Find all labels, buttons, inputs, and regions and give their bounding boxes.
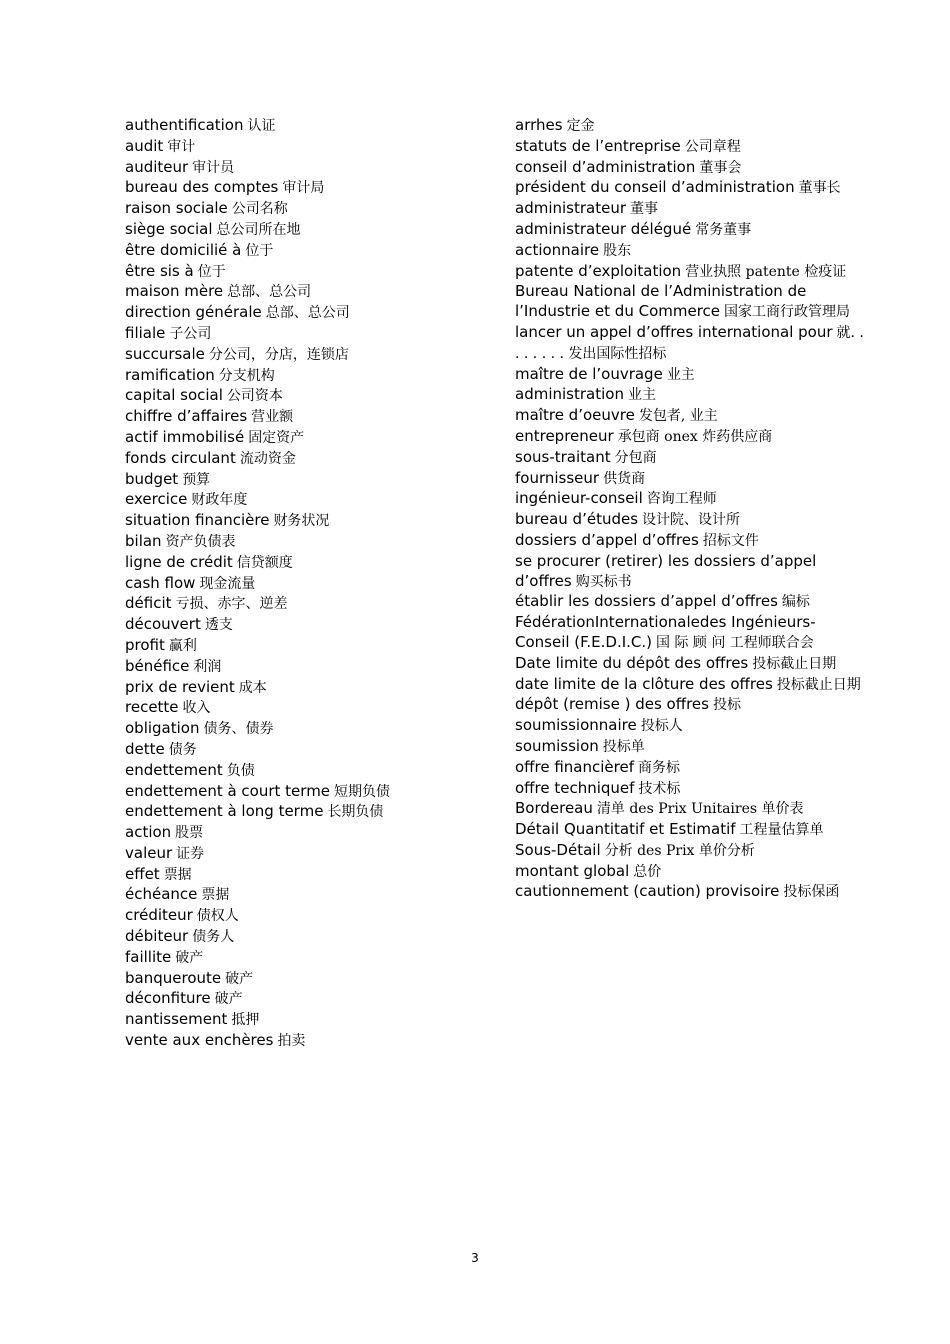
chinese-translation: 长期负债 xyxy=(327,804,384,821)
glossary-entry xyxy=(515,469,865,490)
chinese-translation: 票据 xyxy=(163,866,192,883)
glossary-entry xyxy=(125,470,485,491)
chinese-translation: 公司资本 xyxy=(226,388,283,405)
french-term: cautionnement (caution) provisoire xyxy=(515,882,780,901)
chinese-translation: 流动资金 xyxy=(239,450,296,467)
french-term: siège social xyxy=(125,219,213,238)
chinese-translation: 证券 xyxy=(176,845,205,862)
chinese-translation: 股东 xyxy=(603,242,632,259)
chinese-translation: 承包商 onex 炸药供应商 xyxy=(617,428,773,445)
french-term: succursale xyxy=(125,344,205,363)
glossary-entry xyxy=(515,199,865,220)
chinese-translation: 总价 xyxy=(633,863,662,880)
chinese-translation: 成本 xyxy=(238,679,267,696)
chinese-translation: 债务、债券 xyxy=(203,721,274,738)
chinese-translation: 现金流量 xyxy=(199,575,256,592)
glossary-entry xyxy=(515,489,865,510)
chinese-translation: 购买标书 xyxy=(575,573,632,590)
chinese-translation: 编标 xyxy=(781,594,810,611)
chinese-translation: 技术标 xyxy=(638,780,681,797)
chinese-translation: 工程量估算单 xyxy=(739,822,824,839)
chinese-translation: 破产 xyxy=(225,970,254,987)
chinese-translation: 总部、总公司 xyxy=(265,305,350,322)
french-term: action xyxy=(125,823,172,842)
chinese-translation: 总公司所在地 xyxy=(216,221,301,238)
french-term: Bureau National de l’Administration de l’Industrie et du Commerce xyxy=(515,282,807,321)
french-term: dossiers d’appel d’offres xyxy=(515,530,699,549)
french-term: exercice xyxy=(125,490,188,509)
glossary-entry xyxy=(125,1010,485,1031)
chinese-translation: 认证 xyxy=(247,118,276,134)
french-term: établir les dossiers d’appel d’offres xyxy=(515,592,778,611)
french-term: échéance xyxy=(125,885,198,904)
glossary-entry xyxy=(125,989,485,1010)
french-term: prix de revient xyxy=(125,677,235,696)
glossary-entry xyxy=(125,449,485,470)
glossary-entry xyxy=(125,782,485,803)
glossary-entry xyxy=(125,137,485,158)
glossary-entry xyxy=(125,220,485,241)
glossary-entry xyxy=(515,820,865,841)
chinese-translation: 短期负债 xyxy=(334,783,391,800)
glossary-entry xyxy=(515,779,865,800)
glossary-entry xyxy=(125,969,485,990)
french-term: Date limite du dépôt des offres xyxy=(515,653,749,672)
glossary-entry xyxy=(125,615,485,636)
glossary-entry xyxy=(125,574,485,595)
french-term: découvert xyxy=(125,615,201,634)
glossary-entry xyxy=(125,844,485,865)
glossary-entry xyxy=(515,158,865,179)
chinese-translation: 赢利 xyxy=(168,637,197,654)
french-term: profit xyxy=(125,635,165,654)
glossary-entry xyxy=(125,761,485,782)
french-term: lancer un appel d’offres international pour xyxy=(515,322,833,341)
chinese-translation: 招标文件 xyxy=(702,532,759,549)
chinese-translation: 投标 xyxy=(712,697,741,714)
chinese-translation: 资产负债表 xyxy=(165,533,236,550)
chinese-translation: 破产 xyxy=(214,991,243,1008)
french-term: soumission xyxy=(515,736,599,755)
chinese-translation: 信贷额度 xyxy=(236,554,293,571)
french-term: actionnaire xyxy=(515,240,600,259)
glossary-entry xyxy=(125,241,485,262)
glossary-entry xyxy=(515,695,865,716)
french-term: audit xyxy=(125,136,164,155)
french-term: maître d’oeuvre xyxy=(515,406,635,425)
chinese-translation: 抵押 xyxy=(231,1012,260,1029)
french-term: conseil d’administration xyxy=(515,157,696,176)
chinese-translation: 总部、总公司 xyxy=(227,284,312,301)
glossary-entry xyxy=(515,531,865,552)
left-column xyxy=(125,116,485,1052)
french-term: Bordereau xyxy=(515,799,593,818)
french-term: raison sociale xyxy=(125,199,228,218)
chinese-translation: 负债 xyxy=(226,762,255,779)
chinese-translation: 债务人 xyxy=(192,929,235,946)
chinese-translation: 国 际 顾 问 工程师联合会 xyxy=(656,634,814,651)
chinese-translation: 公司章程 xyxy=(684,138,741,155)
french-term: endettement à court terme xyxy=(125,781,331,800)
glossary-entry xyxy=(125,386,485,407)
french-term: administrateur xyxy=(515,199,627,218)
french-term: date limite de la clôture des offres xyxy=(515,674,773,693)
glossary-entry xyxy=(125,678,485,699)
glossary-entry xyxy=(125,428,485,449)
glossary-entry xyxy=(515,862,865,883)
french-term: fonds circulant xyxy=(125,448,236,467)
chinese-translation: 清单 des Prix Unitaires 单价表 xyxy=(596,801,804,818)
chinese-translation: 债权人 xyxy=(196,908,239,925)
glossary-entry xyxy=(125,927,485,948)
chinese-translation: 董事会 xyxy=(699,159,742,176)
chinese-translation: 分支机构 xyxy=(218,367,275,384)
french-term: auditeur xyxy=(125,157,189,176)
french-term: bilan xyxy=(125,531,162,550)
glossary-entry xyxy=(125,698,485,719)
french-term: ingénieur-conseil xyxy=(515,489,643,508)
french-term: maison mère xyxy=(125,282,224,301)
glossary-entry xyxy=(125,948,485,969)
glossary-entry xyxy=(125,532,485,553)
chinese-translation: 营业执照 patente 检疫证 xyxy=(685,263,847,280)
glossary-entry xyxy=(515,654,865,675)
glossary-entry xyxy=(125,282,485,303)
glossary-entry xyxy=(125,262,485,283)
page-number: 3 xyxy=(471,1251,479,1265)
french-term: valeur xyxy=(125,843,173,862)
french-term: Sous-Détail xyxy=(515,840,601,859)
french-term: offre techniquef xyxy=(515,778,635,797)
french-term: actif immobilisé xyxy=(125,427,245,446)
chinese-translation: 利润 xyxy=(193,658,222,675)
french-term: sous-traitant xyxy=(515,447,611,466)
french-term: ligne de crédit xyxy=(125,552,233,571)
french-term: être domicilié à xyxy=(125,240,242,259)
glossary-entry xyxy=(125,366,485,387)
glossary-entry xyxy=(515,323,865,365)
french-term: Détail Quantitatif et Estimatif xyxy=(515,820,736,839)
chinese-translation: 营业额 xyxy=(251,409,294,426)
french-term: banqueroute xyxy=(125,968,222,987)
chinese-translation: 商务标 xyxy=(638,759,680,776)
chinese-translation: 董事长 xyxy=(798,180,841,197)
french-term: effet xyxy=(125,864,160,883)
glossary-entry xyxy=(125,324,485,345)
french-term: soumissionnaire xyxy=(515,716,637,735)
glossary-entry xyxy=(125,490,485,511)
chinese-translation: 透支 xyxy=(204,617,233,634)
chinese-translation: 拍卖 xyxy=(277,1033,306,1050)
french-term: montant global xyxy=(515,861,630,880)
french-term: débiteur xyxy=(125,927,189,946)
glossary-entry xyxy=(125,594,485,615)
right-column xyxy=(515,116,865,903)
glossary-entry xyxy=(515,406,865,427)
french-term: déficit xyxy=(125,594,172,613)
glossary-entry xyxy=(125,1031,485,1052)
glossary-entry xyxy=(125,178,485,199)
chinese-translation: 投标保函 xyxy=(783,884,840,901)
chinese-translation: 公司名称 xyxy=(231,201,288,218)
glossary-entry xyxy=(515,262,865,283)
chinese-translation: 就. . . . . . . . 发出国际性招标 xyxy=(515,324,864,362)
glossary-entry xyxy=(515,799,865,820)
french-term: fournisseur xyxy=(515,468,600,487)
glossary-entry xyxy=(125,657,485,678)
glossary-entry xyxy=(125,199,485,220)
chinese-translation: 收入 xyxy=(182,700,211,717)
french-term: vente aux enchères xyxy=(125,1031,274,1050)
french-term: administrateur délégué xyxy=(515,219,692,238)
glossary-entry xyxy=(515,592,865,613)
chinese-translation: 国家工商行政管理局 xyxy=(724,304,851,321)
chinese-translation: 审计局 xyxy=(282,180,325,197)
chinese-translation: 常务董事 xyxy=(695,221,752,238)
glossary-entry xyxy=(125,116,485,137)
glossary-entry xyxy=(515,385,865,406)
glossary-entry xyxy=(125,636,485,657)
glossary-entry xyxy=(515,365,865,386)
glossary-entry xyxy=(125,865,485,886)
chinese-translation: 投标截止日期 xyxy=(776,676,861,693)
french-term: direction générale xyxy=(125,303,262,322)
chinese-translation: 审计 xyxy=(167,138,196,155)
chinese-translation: 业主 xyxy=(627,387,656,404)
chinese-translation: 定金 xyxy=(566,118,595,134)
french-term: statuts de l’entreprise xyxy=(515,136,681,155)
glossary-entry xyxy=(515,427,865,448)
glossary-entry xyxy=(515,716,865,737)
french-term: FédérationInternationaledes Ingénieurs-Conseil (F.E.D.I.C.) xyxy=(515,613,816,651)
french-term: se procurer (retirer) les dossiers d’appel d’offres xyxy=(515,551,817,590)
french-term: endettement à long terme xyxy=(125,802,324,821)
chinese-translation: 财政年度 xyxy=(191,492,248,509)
glossary-entry xyxy=(125,553,485,574)
french-term: nantissement xyxy=(125,1010,228,1029)
french-term: chiffre d’affaires xyxy=(125,407,248,426)
french-term: endettement xyxy=(125,760,223,779)
french-term: recette xyxy=(125,698,179,717)
glossary-entry xyxy=(125,407,485,428)
french-term: être sis à xyxy=(125,261,194,280)
glossary-entry xyxy=(515,758,865,779)
glossary-entry xyxy=(125,906,485,927)
chinese-translation: 董事 xyxy=(630,201,659,218)
glossary-entry xyxy=(515,282,865,323)
french-term: président du conseil d’administration xyxy=(515,178,795,197)
chinese-translation: 发包者, 业主 xyxy=(638,408,718,425)
chinese-translation: 咨询工程师 xyxy=(646,491,717,508)
chinese-translation: 分公司，分店，连锁店 xyxy=(208,346,349,363)
french-term: déconfiture xyxy=(125,989,211,1008)
glossary-entry xyxy=(125,158,485,179)
french-term: ramification xyxy=(125,365,215,384)
glossary-entry xyxy=(515,841,865,862)
french-term: authentification xyxy=(125,116,244,134)
french-term: faillite xyxy=(125,947,172,966)
glossary-entry xyxy=(515,137,865,158)
french-term: maître de l’ouvrage xyxy=(515,364,663,383)
french-term: bureau des comptes xyxy=(125,178,279,197)
chinese-translation: 投标人 xyxy=(640,718,683,735)
chinese-translation: 审计员 xyxy=(192,159,235,176)
glossary-entry xyxy=(125,885,485,906)
glossary-entry xyxy=(515,675,865,696)
chinese-translation: 位于 xyxy=(197,263,226,280)
chinese-translation: 投标截止日期 xyxy=(752,655,837,672)
chinese-translation: 业主 xyxy=(666,366,695,383)
glossary-entry xyxy=(515,737,865,758)
glossary-entry xyxy=(515,613,865,654)
glossary-entry xyxy=(125,802,485,823)
glossary-entry xyxy=(515,448,865,469)
french-term: filiale xyxy=(125,323,166,342)
glossary-entry xyxy=(515,116,865,137)
glossary-entry xyxy=(125,345,485,366)
chinese-translation: 债务 xyxy=(168,741,197,758)
chinese-translation: 票据 xyxy=(201,887,230,904)
french-term: obligation xyxy=(125,719,200,738)
chinese-translation: 设计院、设计所 xyxy=(642,512,741,529)
french-term: administration xyxy=(515,385,624,404)
glossary-entry xyxy=(125,511,485,532)
glossary-entry xyxy=(125,303,485,324)
chinese-translation: 分析 des Prix 单价分析 xyxy=(604,842,755,859)
chinese-translation: 供货商 xyxy=(603,470,646,487)
glossary-entry xyxy=(515,882,865,903)
french-term: budget xyxy=(125,469,179,488)
french-term: cash flow xyxy=(125,573,196,592)
glossary-entry xyxy=(125,823,485,844)
french-term: dépôt (remise ) des offres xyxy=(515,695,709,714)
french-term: créditeur xyxy=(125,906,193,925)
french-term: patente d’exploitation xyxy=(515,261,682,280)
chinese-translation: 破产 xyxy=(175,949,204,966)
chinese-translation: 投标单 xyxy=(602,738,645,755)
french-term: dette xyxy=(125,739,165,758)
glossary-entry xyxy=(515,552,865,593)
chinese-translation: 位于 xyxy=(245,242,274,259)
chinese-translation: 分包商 xyxy=(614,449,657,466)
chinese-translation: 预算 xyxy=(182,471,211,488)
chinese-translation: 亏损、赤字、逆差 xyxy=(175,596,288,613)
chinese-translation: 固定资产 xyxy=(248,429,305,446)
french-term: situation financière xyxy=(125,511,270,530)
french-term: offre financièref xyxy=(515,757,634,776)
chinese-translation: 财务状况 xyxy=(273,513,330,530)
glossary-entry xyxy=(125,740,485,761)
french-term: capital social xyxy=(125,386,223,405)
french-term: bénéfice xyxy=(125,656,190,675)
glossary-entry xyxy=(515,241,865,262)
french-term: bureau d’études xyxy=(515,510,639,529)
chinese-translation: 子公司 xyxy=(169,325,212,342)
glossary-entry xyxy=(515,220,865,241)
french-term: entrepreneur xyxy=(515,426,614,445)
french-term: arrhes xyxy=(515,116,563,134)
glossary-entry xyxy=(515,510,865,531)
glossary-entry xyxy=(125,719,485,740)
glossary-entry xyxy=(515,178,865,199)
chinese-translation: 股票 xyxy=(175,825,204,842)
